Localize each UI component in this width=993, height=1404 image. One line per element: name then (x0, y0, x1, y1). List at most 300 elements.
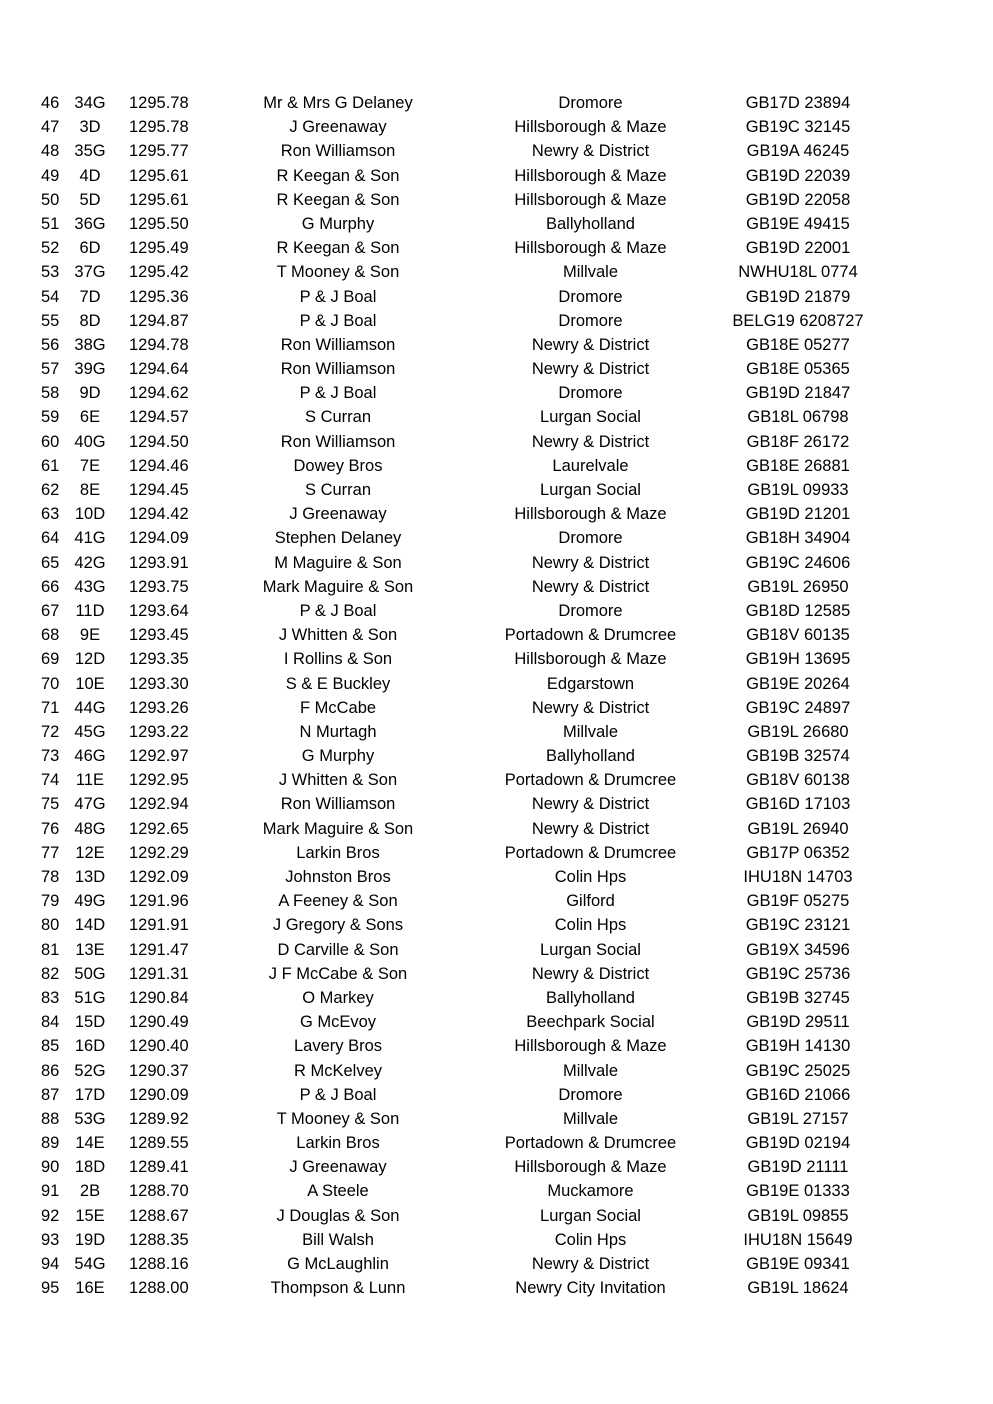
table-row (0, 720, 993, 744)
position-cell: 90 (41, 1158, 60, 1177)
velocity-cell: 1290.49 (129, 1013, 189, 1032)
ring-number-cell: GB19D 29511 (746, 1013, 850, 1032)
club-cell: Newry & District (531, 795, 650, 814)
table-row (0, 792, 993, 816)
ring-number-cell: GB19D 22039 (745, 166, 851, 185)
fancier-name-cell: Ron Williamson (280, 142, 396, 161)
position-cell: 78 (41, 868, 60, 886)
table-row (0, 575, 993, 599)
position-cell: 46 (41, 94, 60, 112)
position-cell: 85 (41, 1037, 60, 1056)
ring-number-cell: GB19L 26680 (747, 722, 849, 741)
table-row (0, 526, 993, 550)
table-row (0, 623, 993, 647)
table-row (0, 357, 993, 381)
club-cell: Dromore (558, 529, 623, 548)
club-cell: Millvale (562, 722, 618, 741)
ring-code-cell: 11E (75, 771, 105, 790)
table-row (0, 164, 993, 188)
velocity-cell: 1295.50 (129, 214, 189, 233)
velocity-cell: 1290.84 (129, 988, 189, 1007)
ring-code-cell: 47G (74, 795, 106, 814)
ring-number-cell: GB19E 01333 (746, 1182, 850, 1201)
position-cell: 67 (41, 601, 60, 620)
ring-number-cell: GB19L 26940 (747, 819, 849, 838)
ring-code-cell: 13D (74, 868, 106, 886)
velocity-cell: 1294.62 (129, 384, 189, 403)
table-row (0, 1131, 993, 1155)
velocity-cell: 1295.77 (129, 142, 189, 161)
ring-number-cell: GB19C 25736 (745, 964, 851, 983)
club-cell: Newry & District (531, 142, 650, 161)
table-row (0, 938, 993, 962)
club-cell: Gilford (566, 892, 615, 911)
club-cell: Hillsborough & Maze (514, 1037, 667, 1056)
velocity-cell: 1290.09 (129, 1085, 189, 1104)
position-cell: 75 (41, 795, 60, 814)
position-cell: 89 (41, 1134, 60, 1153)
ring-number-cell: GB19H 14130 (745, 1037, 851, 1056)
fancier-name-cell: J Douglas & Son (276, 1206, 400, 1225)
table-row (0, 309, 993, 333)
position-cell: 84 (41, 1013, 60, 1032)
club-cell: Lurgan Social (540, 940, 641, 959)
table-row (0, 744, 993, 768)
velocity-cell: 1288.16 (129, 1255, 189, 1273)
velocity-cell: 1288.00 (129, 1279, 189, 1298)
fancier-name-cell: G McEvoy (299, 1013, 377, 1032)
club-cell: Newry City Invitation (515, 1279, 666, 1298)
ring-code-cell: 6E (79, 408, 101, 427)
position-cell: 62 (41, 481, 60, 499)
ring-number-cell: GB18E 05277 (746, 335, 850, 354)
ring-code-cell: 15E (75, 1206, 105, 1225)
ring-number-cell: GB19L 09933 (747, 481, 849, 499)
ring-number-cell: GB19H 13695 (745, 650, 851, 669)
fancier-name-cell: J F McCabe & Son (268, 964, 408, 983)
velocity-cell: 1293.35 (129, 650, 189, 669)
ring-number-cell: GB19D 02194 (745, 1134, 851, 1153)
fancier-name-cell: G Murphy (301, 747, 375, 766)
table-row (0, 1083, 993, 1107)
ring-number-cell: GB19D 21111 (747, 1158, 849, 1177)
ring-number-cell: GB19C 25025 (745, 1061, 851, 1080)
velocity-cell: 1291.91 (129, 916, 189, 935)
ring-number-cell: GB19B 32574 (746, 747, 850, 766)
table-row (0, 913, 993, 937)
table-row (0, 285, 993, 309)
fancier-name-cell: Mark Maguire & Son (262, 577, 414, 596)
velocity-cell: 1295.49 (129, 239, 189, 258)
fancier-name-cell: Stephen Delaney (274, 529, 402, 548)
fancier-name-cell: S Curran (304, 481, 372, 499)
ring-code-cell: 11D (75, 601, 105, 620)
club-cell: Newry & District (531, 360, 650, 379)
ring-code-cell: 10D (74, 505, 106, 524)
results-table (0, 91, 993, 1300)
position-cell: 58 (41, 384, 60, 403)
table-row (0, 139, 993, 163)
club-cell: Newry & District (531, 1255, 650, 1273)
club-cell: Ballyholland (546, 214, 635, 233)
velocity-cell: 1292.29 (129, 843, 189, 862)
ring-number-cell: GB19D 22001 (745, 239, 851, 258)
velocity-cell: 1294.45 (129, 481, 189, 499)
ring-number-cell: BELG19 6208727 (732, 311, 864, 330)
ring-code-cell: 42G (74, 553, 106, 572)
club-cell: Hillsborough & Maze (514, 505, 667, 524)
ring-code-cell: 12D (74, 650, 106, 669)
ring-number-cell: GB19D 21201 (745, 505, 851, 524)
table-row (0, 430, 993, 454)
ring-code-cell: 36G (74, 214, 106, 233)
fancier-name-cell: Mark Maguire & Son (262, 819, 414, 838)
fancier-name-cell: M Maguire & Son (274, 553, 402, 572)
ring-number-cell: GB18E 26881 (746, 456, 850, 475)
velocity-cell: 1293.91 (129, 553, 189, 572)
position-cell: 68 (41, 626, 60, 645)
ring-number-cell: GB18F 26172 (746, 432, 850, 451)
ring-code-cell: 46G (74, 747, 106, 766)
table-row (0, 478, 993, 502)
ring-code-cell: 48G (74, 819, 106, 838)
club-cell: Dromore (558, 384, 623, 403)
fancier-name-cell: I Rollins & Son (283, 650, 393, 669)
velocity-cell: 1293.30 (129, 674, 189, 693)
fancier-name-cell: J Greenaway (289, 118, 387, 137)
position-cell: 47 (41, 118, 60, 137)
club-cell: Newry & District (531, 577, 650, 596)
fancier-name-cell: P & J Boal (299, 287, 377, 306)
fancier-name-cell: Larkin Bros (296, 843, 380, 862)
position-cell: 79 (41, 892, 60, 911)
position-cell: 83 (41, 988, 60, 1007)
ring-code-cell: 51G (74, 988, 106, 1007)
position-cell: 93 (41, 1230, 60, 1249)
ring-number-cell: GB19E 20264 (746, 674, 850, 693)
ring-code-cell: 49G (74, 892, 106, 911)
velocity-cell: 1288.67 (129, 1206, 189, 1225)
ring-number-cell: GB19E 09341 (746, 1255, 850, 1273)
position-cell: 70 (41, 674, 60, 693)
ring-code-cell: 15D (74, 1013, 106, 1032)
position-cell: 53 (41, 263, 60, 282)
fancier-name-cell: T Mooney & Son (276, 1109, 400, 1128)
velocity-cell: 1295.61 (129, 190, 189, 209)
velocity-cell: 1293.22 (129, 722, 189, 741)
club-cell: Newry & District (531, 698, 650, 717)
table-row (0, 768, 993, 792)
ring-number-cell: GB17P 06352 (746, 843, 850, 862)
club-cell: Ballyholland (546, 988, 635, 1007)
table-row (0, 672, 993, 696)
table-row (0, 551, 993, 575)
ring-code-cell: 54G (74, 1255, 106, 1273)
position-cell: 87 (41, 1085, 60, 1104)
club-cell: Hillsborough & Maze (514, 650, 667, 669)
fancier-name-cell: S & E Buckley (285, 674, 391, 693)
fancier-name-cell: Dowey Bros (293, 456, 383, 475)
ring-number-cell: GB19C 32145 (745, 118, 851, 137)
ring-code-cell: 12E (75, 843, 105, 862)
velocity-cell: 1295.78 (129, 94, 189, 112)
ring-number-cell: GB19D 21879 (745, 287, 851, 306)
table-row (0, 986, 993, 1010)
position-cell: 50 (41, 190, 60, 209)
ring-code-cell: 18D (74, 1158, 106, 1177)
position-cell: 54 (41, 287, 60, 306)
velocity-cell: 1292.94 (129, 795, 189, 814)
ring-number-cell: GB19L 09855 (747, 1206, 849, 1225)
table-row (0, 1059, 993, 1083)
ring-code-cell: 38G (74, 335, 106, 354)
club-cell: Lurgan Social (540, 481, 641, 499)
velocity-cell: 1295.78 (129, 118, 189, 137)
club-cell: Portadown & Drumcree (504, 626, 677, 645)
fancier-name-cell: N Murtagh (299, 722, 377, 741)
table-row (0, 599, 993, 623)
ring-code-cell: 43G (74, 577, 106, 596)
velocity-cell: 1291.96 (129, 892, 189, 911)
position-cell: 56 (41, 335, 60, 354)
velocity-cell: 1292.97 (129, 747, 189, 766)
fancier-name-cell: Thompson & Lunn (270, 1279, 406, 1298)
table-row (0, 333, 993, 357)
club-cell: Colin Hps (554, 916, 627, 935)
position-cell: 77 (41, 843, 60, 862)
fancier-name-cell: P & J Boal (299, 384, 377, 403)
velocity-cell: 1294.09 (129, 529, 189, 548)
position-cell: 76 (41, 819, 60, 838)
position-cell: 63 (41, 505, 60, 524)
fancier-name-cell: Bill Walsh (302, 1230, 374, 1249)
ring-code-cell: 5D (79, 190, 101, 209)
table-row (0, 1228, 993, 1252)
ring-number-cell: GB19D 22058 (745, 190, 851, 209)
fancier-name-cell: P & J Boal (299, 311, 377, 330)
fancier-name-cell: R Keegan & Son (276, 166, 400, 185)
fancier-name-cell: D Carville & Son (277, 940, 399, 959)
fancier-name-cell: J Greenaway (289, 505, 387, 524)
table-row (0, 236, 993, 260)
ring-number-cell: GB18V 60138 (746, 771, 850, 790)
fancier-name-cell: O Markey (302, 988, 374, 1007)
position-cell: 88 (41, 1109, 60, 1128)
velocity-cell: 1289.92 (129, 1109, 189, 1128)
velocity-cell: 1292.95 (129, 771, 189, 790)
velocity-cell: 1293.64 (129, 601, 189, 620)
ring-code-cell: 44G (74, 698, 106, 717)
fancier-name-cell: Mr & Mrs G Delaney (263, 94, 413, 112)
table-row (0, 1276, 993, 1300)
ring-number-cell: GB19B 32745 (746, 988, 850, 1007)
ring-number-cell: NWHU18L 0774 (738, 263, 858, 282)
ring-code-cell: 19D (74, 1230, 106, 1249)
fancier-name-cell: J Whitten & Son (278, 771, 398, 790)
table-row (0, 502, 993, 526)
velocity-cell: 1294.78 (129, 335, 189, 354)
position-cell: 86 (41, 1061, 60, 1080)
velocity-cell: 1291.31 (129, 964, 189, 983)
club-cell: Portadown & Drumcree (504, 1134, 677, 1153)
position-cell: 73 (41, 747, 60, 766)
ring-number-cell: GB16D 21066 (745, 1085, 851, 1104)
velocity-cell: 1292.09 (129, 868, 189, 886)
club-cell: Newry & District (531, 553, 650, 572)
club-cell: Newry & District (531, 964, 650, 983)
club-cell: Hillsborough & Maze (514, 118, 667, 137)
position-cell: 69 (41, 650, 60, 669)
club-cell: Dromore (558, 601, 623, 620)
ring-code-cell: 4D (79, 166, 101, 185)
ring-code-cell: 40G (74, 432, 106, 451)
table-row (0, 260, 993, 284)
position-cell: 65 (41, 553, 60, 572)
club-cell: Laurelvale (552, 456, 629, 475)
table-row (0, 115, 993, 139)
fancier-name-cell: Ron Williamson (280, 795, 396, 814)
position-cell: 95 (41, 1279, 60, 1298)
fancier-name-cell: G McLaughlin (287, 1255, 389, 1273)
ring-code-cell: 2B (79, 1182, 101, 1201)
velocity-cell: 1294.57 (129, 408, 189, 427)
ring-code-cell: 16E (75, 1279, 105, 1298)
table-row (0, 841, 993, 865)
club-cell: Millvale (562, 1109, 618, 1128)
club-cell: Portadown & Drumcree (504, 843, 677, 862)
ring-number-cell: GB16D 17103 (745, 795, 851, 814)
velocity-cell: 1288.35 (129, 1230, 189, 1249)
position-cell: 94 (41, 1255, 60, 1273)
ring-number-cell: GB18V 60135 (746, 626, 850, 645)
ring-code-cell: 10E (75, 674, 105, 693)
velocity-cell: 1291.47 (129, 940, 189, 959)
club-cell: Millvale (562, 1061, 618, 1080)
ring-code-cell: 13E (75, 940, 105, 959)
ring-code-cell: 34G (74, 94, 106, 112)
club-cell: Dromore (558, 287, 623, 306)
velocity-cell: 1295.36 (129, 287, 189, 306)
ring-code-cell: 8E (79, 481, 101, 499)
fancier-name-cell: J Whitten & Son (278, 626, 398, 645)
fancier-name-cell: A Steele (307, 1182, 369, 1201)
club-cell: Muckamore (547, 1182, 634, 1201)
velocity-cell: 1288.70 (129, 1182, 189, 1201)
table-row (0, 889, 993, 913)
table-row (0, 1179, 993, 1203)
position-cell: 52 (41, 239, 60, 258)
club-cell: Colin Hps (554, 1230, 627, 1249)
table-row (0, 188, 993, 212)
ring-code-cell: 9D (79, 384, 101, 403)
ring-code-cell: 50G (74, 964, 106, 983)
ring-number-cell: GB19D 21847 (745, 384, 851, 403)
ring-code-cell: 41G (74, 529, 106, 548)
ring-number-cell: GB18D 12585 (745, 601, 851, 620)
velocity-cell: 1294.46 (129, 456, 189, 475)
ring-number-cell: GB19C 24897 (745, 698, 851, 717)
velocity-cell: 1290.40 (129, 1037, 189, 1056)
ring-number-cell: GB18H 34904 (745, 529, 851, 548)
table-row (0, 1204, 993, 1228)
velocity-cell: 1289.41 (129, 1158, 189, 1177)
table-row (0, 381, 993, 405)
table-row (0, 405, 993, 429)
position-cell: 91 (41, 1182, 60, 1201)
position-cell: 92 (41, 1206, 60, 1225)
ring-code-cell: 17D (74, 1085, 106, 1104)
ring-code-cell: 37G (74, 263, 106, 282)
fancier-name-cell: R McKelvey (293, 1061, 383, 1080)
position-cell: 80 (41, 916, 60, 935)
ring-code-cell: 3D (79, 118, 101, 137)
velocity-cell: 1295.42 (129, 263, 189, 282)
position-cell: 60 (41, 432, 60, 451)
position-cell: 82 (41, 964, 60, 983)
table-row (0, 1010, 993, 1034)
ring-number-cell: GB18E 05365 (746, 360, 850, 379)
ring-number-cell: GB19L 27157 (747, 1109, 849, 1128)
club-cell: Dromore (558, 94, 623, 112)
fancier-name-cell: Johnston Bros (285, 868, 391, 886)
velocity-cell: 1294.42 (129, 505, 189, 524)
ring-number-cell: GB19F 05275 (746, 892, 850, 911)
ring-code-cell: 14D (74, 916, 106, 935)
club-cell: Hillsborough & Maze (514, 190, 667, 209)
ring-number-cell: GB18L 06798 (747, 408, 849, 427)
club-cell: Newry & District (531, 432, 650, 451)
fancier-name-cell: S Curran (304, 408, 372, 427)
table-row (0, 1155, 993, 1179)
position-cell: 74 (41, 771, 60, 790)
club-cell: Hillsborough & Maze (514, 239, 667, 258)
table-row (0, 1107, 993, 1131)
fancier-name-cell: R Keegan & Son (276, 190, 400, 209)
ring-number-cell: IHU18N 15649 (743, 1230, 853, 1249)
club-cell: Lurgan Social (540, 408, 641, 427)
ring-code-cell: 9E (79, 626, 101, 645)
fancier-name-cell: R Keegan & Son (276, 239, 400, 258)
fancier-name-cell: J Greenaway (289, 1158, 387, 1177)
velocity-cell: 1290.37 (129, 1061, 189, 1080)
table-row (0, 212, 993, 236)
position-cell: 61 (41, 456, 60, 475)
ring-code-cell: 7E (79, 456, 101, 475)
position-cell: 72 (41, 722, 60, 741)
fancier-name-cell: T Mooney & Son (276, 263, 400, 282)
club-cell: Portadown & Drumcree (504, 771, 677, 790)
club-cell: Lurgan Social (540, 1206, 641, 1225)
ring-number-cell: GB19A 46245 (746, 142, 850, 161)
table-row (0, 962, 993, 986)
table-row (0, 454, 993, 478)
fancier-name-cell: P & J Boal (299, 1085, 377, 1104)
fancier-name-cell: Lavery Bros (293, 1037, 383, 1056)
velocity-cell: 1292.65 (129, 819, 189, 838)
fancier-name-cell: Ron Williamson (280, 335, 396, 354)
ring-code-cell: 8D (79, 311, 101, 330)
ring-number-cell: GB19L 18624 (747, 1279, 849, 1298)
club-cell: Beechpark Social (526, 1013, 655, 1032)
fancier-name-cell: Ron Williamson (280, 360, 396, 379)
club-cell: Dromore (558, 1085, 623, 1104)
table-row (0, 1252, 993, 1276)
fancier-name-cell: Ron Williamson (280, 432, 396, 451)
velocity-cell: 1289.55 (129, 1134, 189, 1153)
position-cell: 59 (41, 408, 60, 427)
velocity-cell: 1293.75 (129, 577, 189, 596)
club-cell: Hillsborough & Maze (514, 1158, 667, 1177)
